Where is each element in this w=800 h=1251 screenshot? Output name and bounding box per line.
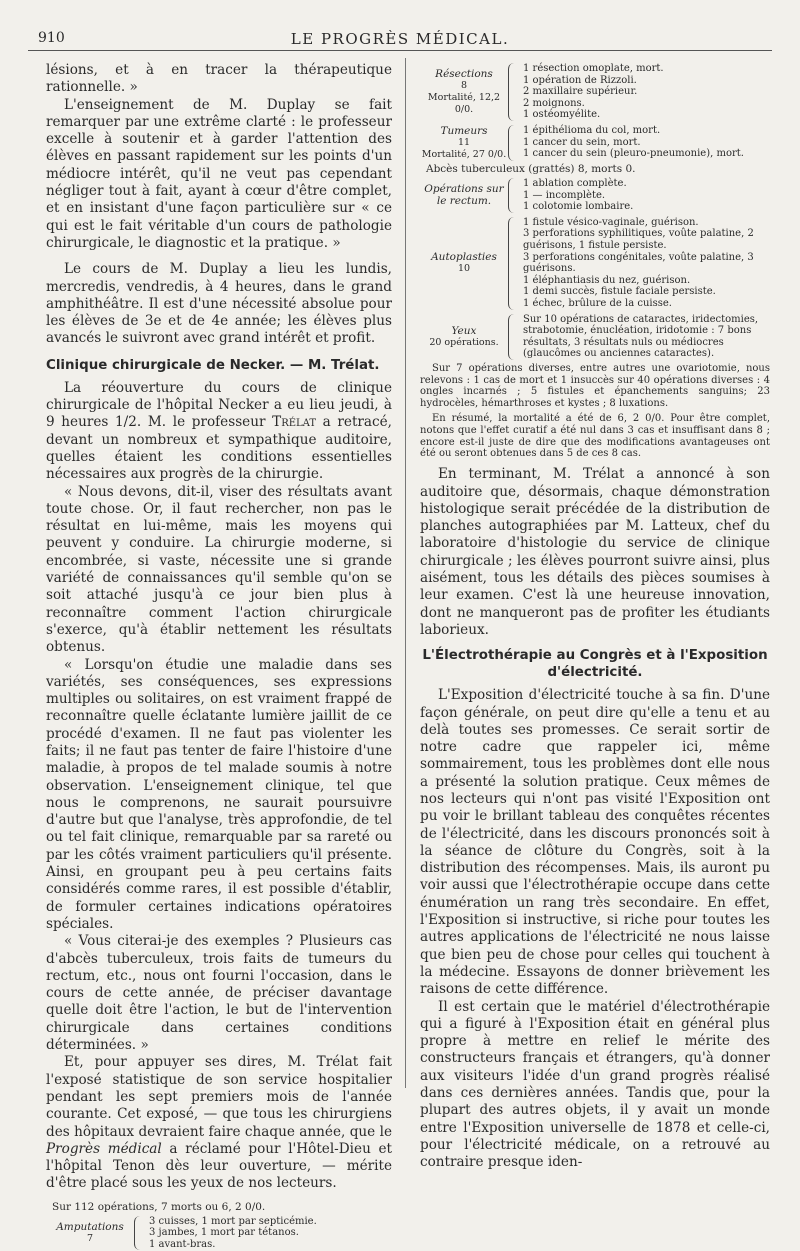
paragraph: Il est certain que le matériel d'électrothérapie qui a figuré à l'Exposition était en général plus propre à mettre en relief le mérite des constructeurs français et étrangers, qu'à donner aux visiteurs l'idée d'un grand progrès réalisé dans ces dernières années. Tandis que, pour la plupart des autres objets, il y avait un monde entre l'Exposition universelle de 1878 et celle-ci, pour l'électricité médicale, on a retrouvé au contraire presque iden- <box>420 998 770 1171</box>
amputations-block <box>46 1216 392 1251</box>
text-run: La réouverture du cours de clinique chirurgicale de l'hôpital Necker a eu lieu jeudi, à 9 heures 1/2. M. le professeur <box>46 379 392 431</box>
list-item: 2 maxillaire supérieur. <box>523 86 638 98</box>
brace <box>508 125 519 161</box>
brace <box>508 217 519 310</box>
column-divider <box>405 58 406 1088</box>
list-item: 1 ostéomyélite. <box>523 109 601 121</box>
text-run: a retracé, devant un nombreux et sympathique auditoire, quelles étaient les conditions essentielles nécessaires aux progrès de la chirurgie. <box>46 414 392 483</box>
small-paragraph: En résumé, la mortalité a été de 6, 2 0/0. Pour être complet, notons que l'effet curatif a été nul dans 3 cas et insuffisant dans 8 ; encore est-il juste de dire que des modifications avantageuses ont été ou seront obtenues dans 5 de ces 8 cas. <box>420 413 770 460</box>
paragraph: En terminant, M. Trélat a annoncé à son auditoire que, désormais, chaque démonstration histologique serait précédée de la distribution de planches autographiées par M. Latteux, chef du laboratoire d'histologie du service de clinique chirurgicale ; les élèves pourront suivre ainsi, plus aisément, tous les détails des pièces soumises à leur examen. C'est là une heureuse innovation, dont ne manqueront pas de profiter les étudiants laborieux. <box>420 466 770 638</box>
block-items <box>523 217 770 310</box>
page-number: 910 <box>38 30 65 46</box>
block-label <box>420 217 508 310</box>
list-item: 1 avant-bras. <box>149 1238 216 1250</box>
name-run: Trélat <box>272 414 317 431</box>
block-items <box>523 125 770 161</box>
small-paragraph: Sur 7 opérations diverses, entre autres une ovariotomie, nous relevons : 1 cas de mort et 1 insuccès sur 40 opérations diverses : 4 ongles incarnés ; 5 fistules et épanchements sanguins; 23 hydrocèles, hémarthroses et kystes ; 8 luxations. <box>420 362 770 410</box>
text-run: Et, pour appuyer ses dires, M. Trélat fait l'exposé statistique de son service hospitalier pendant les sept premiers mois de l'année courante. Cet exposé, — que tous les chirurgiens des hôpitaux devraient faire chaque année, que le <box>46 1054 392 1140</box>
brace <box>508 314 519 360</box>
list-item: 1 résection omoplate, mort. <box>523 63 664 74</box>
block-label <box>420 314 508 360</box>
label-text: Amputations <box>56 1221 124 1234</box>
label-text: Résections <box>435 67 493 80</box>
label-count: 7 <box>86 1233 94 1245</box>
abces-line: Abcès tuberculeux (grattés) 8, morts 0. <box>426 162 636 175</box>
block-label <box>420 125 508 161</box>
paragraph <box>46 1054 392 1192</box>
list-item: 3 jambes, 1 mort par tétanos. <box>149 1227 299 1239</box>
section-heading: L'Électrothérapie au Congrès et à l'Exposition d'électricité. <box>422 648 768 681</box>
list-item: 3 perforations syphilitiques, voûte palatine, 2 guérisons, 1 fistule persiste. <box>523 228 754 251</box>
block-label <box>420 63 508 121</box>
label-count: 10 <box>457 263 471 275</box>
paragraph: « Vous citerai-je des exemples ? Plusieurs cas d'abcès tuberculeux, trois faits de tumeurs du rectum, etc., nous ont fourni l'occasion, dans le cours de cette année, de préciser davantage quelle doit être l'action, le but de l'intervention chirurgicale dans certaines conditions déterminées. » <box>46 933 392 1054</box>
tumeurs-block <box>420 125 770 161</box>
brace <box>134 1216 145 1251</box>
resections-block <box>420 63 770 121</box>
stats-line: Sur 112 opérations, 7 morts ou 6, 2 0/0. <box>52 1200 266 1213</box>
block-label <box>46 1216 134 1251</box>
rectum-block <box>420 178 770 213</box>
label-text: Tumeurs <box>440 124 488 137</box>
block-items <box>523 63 770 121</box>
list-item: 1 éléphantiasis du nez, guérison. <box>523 274 691 286</box>
list-item: 1 épithélioma du col, mort. <box>523 124 661 136</box>
paragraph: L'Exposition d'électricité touche à sa fin. D'une façon générale, on peut dire qu'elle a tenu et au delà toutes ses promesses. Ce serait sortir de notre cadre que rappeler ici, même sommairement, tous les problèmes dont elle nous a présenté la solution pratique. Ceux mêmes de nos lecteurs qui n'ont pas visité l'Exposition ont pu voir le brillant tableau des conquêtes récentes de l'électricité, dans les discours prononcés soit à la séance de clôture du Congrès, soit à la distribution des récompenses. Mais, ils auront pu voir aussi que l'électrothérapie occupe dans cette énumération un rang très secondaire. En effet, l'Exposition si instructive, si riche pour toutes les autres applications de l'électricité ne nous laisse que bien peu de chose pour celles qui touchent à la médecine. Essayons de donner brièvement les raisons de cette différence. <box>420 687 770 998</box>
list-item: 1 cancer du sein (pleuro-pneumonie), mort. <box>523 148 744 160</box>
list-item: 3 perforations congénitales, voûte palatine, 3 guérisons. <box>523 251 754 275</box>
journal-title: LE PROGRÈS MÉDICAL. <box>290 30 510 48</box>
journal-name: Progrès médical <box>46 1140 162 1157</box>
list-item: 1 échec, brûlure de la cuisse. <box>523 297 672 309</box>
brace <box>508 63 519 121</box>
brace <box>508 178 519 213</box>
paragraph: L'enseignement de M. Duplay se fait remarquer par une extrême clarté : le professeur excelle à soutenir et à garder l'attention des élèves en passant rapidement sur les points d'un médiocre intérêt, qu'il ne veut pas cependant négliger tout à fait, ayant à cœur d'être complet, et en insistant d'une façon particulière sur « ce qui est le fait véritable d'un cours de pathologie chirurgicale, le diagnostic et la pratique. » <box>46 96 392 251</box>
label-count: 20 opérations. <box>429 336 499 348</box>
text-run: a réclamé pour l'Hôtel-Dieu et l'hôpital Tenon dès leur ouverture, — mérite d'être placé sous les yeux de nos lecteurs. <box>46 1140 392 1192</box>
yeux-block <box>420 314 770 360</box>
right-column <box>420 62 770 1172</box>
paragraph <box>46 380 392 484</box>
list-item: 1 fistule vésico-vaginale, guérison. <box>523 216 699 228</box>
list-item: 2 moignons. <box>523 97 585 109</box>
paragraph: « Nous devons, dit-il, viser des résultats avant toute chose. Or, il faut rechercher, non pas le résultat en lui-même, mais les moyens qui peuvent y conduire. La chirurgie moderne, si encombrée, si vaste, nécessite une si grande variété de connaissances qu'il semble qu'on se soit attaché jusqu'à ce jour bien plus à reconnaître comment l'action chirurgicale s'exerce, qu'à établir nettement les résultats obtenus. <box>46 483 392 656</box>
paragraph: Le cours de M. Duplay a lieu les lundis, mercredis, vendredis, à 4 heures, dans le grand amphithéâtre. Il est d'une nécessité absolue pour les élèves de 3e et de 4e année; les élèves plus avancés le suivront avec grand intérêt et profit. <box>46 261 392 347</box>
paragraph: « Lorsqu'on étudie une maladie dans ses variétés, ses conséquences, ses expressions multiples ou solitaires, on est vraiment frappé de reconnaître quelle éclatante lumière jaillit de ce procédé d'examen. Il ne faut pas violenter les faits; il ne faut pas tenter de faire l'histoire d'une maladie, à propos de tel malade soumis à notre observation. L'enseignement clinique, tel que nous le comprenons, ne saurait poursuivre d'autre but que l'analyse, très approfondie, de tel ou tel fait clinique, remarquable par sa rareté ou par les côtés vraiment particuliers qu'il présente. Ainsi, en groupant peu à peu certains faits considérés comme rares, il est possible d'établir, de formuler certaines indications opératoires spéciales. <box>46 656 392 932</box>
label-count: 11 <box>457 136 471 148</box>
block-items: Sur 10 opérations de cataractes, iridectomies, strabotomie, énucléation, iridotomie : 7 bons résultats, 3 résultats nuls ou médiocres (glaucômes ou anciennes cataractes). <box>523 313 759 360</box>
page-header <box>28 26 772 51</box>
label-mortality: Mortalité, 27 0/0. <box>421 148 507 160</box>
block-items <box>523 178 770 213</box>
paragraph: lésions, et à en tracer la thérapeutique rationnelle. » <box>46 62 392 96</box>
label-text: Yeux <box>451 324 477 337</box>
list-item: 1 ablation complète. <box>523 177 627 189</box>
list-item: 1 — incomplète. <box>523 189 606 201</box>
block-label: Opérations sur le rectum. <box>424 183 504 208</box>
autoplasties-block <box>420 217 770 310</box>
list-item: 3 cuisses, 1 mort par septicémie. <box>149 1215 317 1227</box>
list-item: 1 colotomie lombaire. <box>523 201 634 213</box>
label-count: 8 <box>460 79 468 91</box>
list-item: 1 opération de Rizzoli. <box>523 74 637 86</box>
left-column <box>46 62 392 1251</box>
list-item: 1 demi succès, fistule faciale persiste. <box>523 286 716 298</box>
section-heading: Clinique chirurgicale de Necker. — M. Trélat. <box>46 357 380 373</box>
label-mortality: Mortalité, 12,2 0/0. <box>427 91 501 115</box>
list-item: 1 cancer du sein, mort. <box>523 136 641 148</box>
label-text: Autoplasties <box>431 251 497 264</box>
block-items <box>149 1216 392 1251</box>
